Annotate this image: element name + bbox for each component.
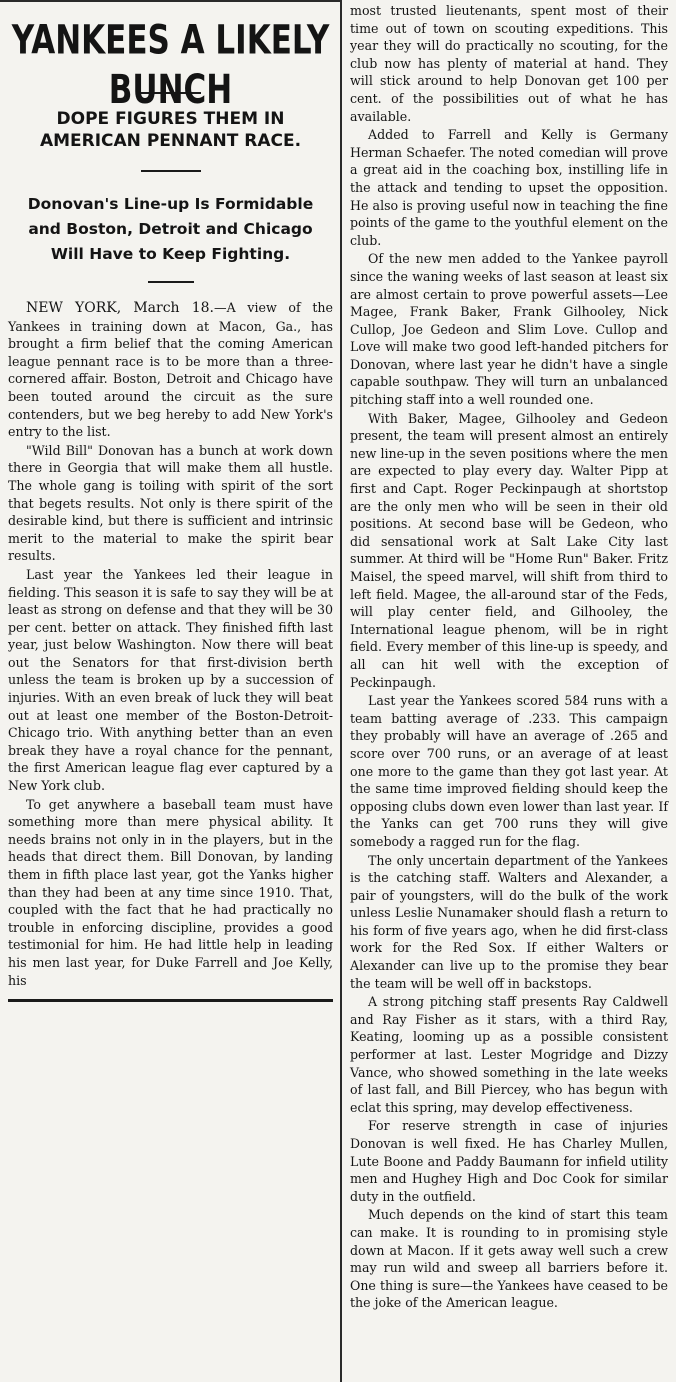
deck-dash-2	[148, 281, 194, 283]
paragraph: "Wild Bill" Donovan has a bunch at work down there in Georgia that will make them all hustle. The whole gang is toiling with spirit of the sort that begets results. Not only is there spirit of the desirable kind, but there is sufficient and intrinsic merit to the material to make the spirit bear results.	[8, 442, 333, 564]
dateline: NEW YORK, March 18.	[26, 300, 214, 316]
left-column	[8, 0, 333, 1002]
paragraph: A strong pitching staff presents Ray Caldwell and Ray Fisher as it stars, with a third Ray, Keating, looming up as a possible consistent performer at last. Lester Mogridge and Dizzy Vance, who showed something in the late weeks of last fall, and Bill Piercey, who has begun with eclat this spring, may develop effectiveness.	[350, 994, 668, 1115]
paragraph	[8, 299, 333, 441]
paragraph: Of the new men added to the Yankee payroll since the waning weeks of last season at least six are almost certain to prove powerful assets—Lee Magee, Frank Baker, Frank Gilhooley, Nick Cullop, Joe Gedeon and Slim Love. Cullop and Love will make two good left-handed pitchers for Donovan, where last year he didn't have a single capable southpaw. They will turn an unbalanced pitching staff into a well rounded one.	[350, 251, 668, 408]
headline: YANKEES A LIKELY BUNCH	[11, 17, 330, 114]
paragraph: For reserve strength in case of injuries Donovan is well fixed. He has Charley Mullen, Lute Boone and Paddy Baumann for infield utility men and Hughey High and Doc Cook for similar duty in the outfield.	[350, 1118, 668, 1204]
end-rule	[8, 999, 333, 1002]
paragraph: To get anywhere a baseball team must have something more than mere physical ability. It needs brains not only in in the players, but in the heads that direct them. Bill Donovan, by landing them in fifth place last year, got the Yanks higher than they had been at any time since 1910. That, coupled with the fact that he had practically no trouble in enforcing discipline, provides a good testimonial for him. He had little help in leading his men last year, for Duke Farrell and Joe Kelly, his	[8, 796, 333, 988]
paragraph: Last year the Yankees led their league in fielding. This season it is safe to say they will be at least as strong on defense and that they will be 30 per cent. better on attack. They finished fifth last year, just below Washington. Now there will beat out the Senators for that first-division berth unless the team is broken up by a succession of injuries. With an even break of luck they will beat out at least one member of the Boston-Detroit-Chicago trio. With anything better than an even break they have a royal chance for the pennant, the first American league flag ever captured by a New York club.	[8, 566, 333, 794]
paragraph-text: —A view of the Yankees in training down at Macon, Ga., has brought a firm belief that the coming American league pennant race is to be more than a three-cornered affair. Boston, Detroit and Chicago have been touted around the circuit as the sure contenders, but we beg hereby to add New York's entry to the list.	[8, 300, 333, 440]
left-body	[8, 299, 333, 989]
deck-dash	[141, 170, 201, 172]
right-column	[350, 0, 668, 1312]
paragraph: most trusted lieutenants, spent most of their time out of town on scouting expeditions. This year they will do practically no scouting, for the club now has plenty of material at hand. They will stick around to help Donovan get 100 per cent. of the possibilities out of what he has available.	[350, 3, 668, 124]
deck-secondary: Donovan's Line-up Is Formidable and Boston, Detroit and Chicago Will Have to Keep Fighting.	[27, 195, 314, 263]
paragraph: The only uncertain department of the Yankees is the catching staff. Walters and Alexander, a pair of youngsters, will do the bulk of the work unless Leslie Nunamaker should flash a return to his form of five years ago, when he did first-class work for the Red Sox. If either Walters or Alexander can live up to the promise they bear the team will be well off in backstops.	[350, 852, 668, 991]
paragraph: Last year the Yankees scored 584 runs with a team batting average of .233. This campaign they probably will have an average of .265 and score over 700 runs, or an average of at least one more to the game than they got last year. At the same time improved fielding should keep the opposing clubs down even lower than last year. If the Yanks can get 700 runs they will give somebody a ragged run for the flag.	[350, 693, 668, 849]
paragraph: Much depends on the kind of start this team can make. It is rounding to in promising style down at Macon. If it gets away well such a crew may run wild and sweep all barriers before it. One thing is sure—the Yankees have ceased to be the joke of the American league.	[350, 1207, 668, 1311]
paragraph: With Baker, Magee, Gilhooley and Gedeon present, the team will present almost an entirely new line-up in the seven positions where the men are expected to play every day. Walter Pipp at first and Capt. Roger Peckinpaugh at shortstop are the only men who will be seen in their old positions. At second base will be Gedeon, who did sensational work at Salt Lake City last summer. At third will be "Home Run" Baker. Fritz Maisel, the speed marvel, will shift from third to left field. Magee, the all-around star of the Feds, will play center field, and Gilhooley, the International league phenom, will be in right field. Every member of this line-up is speedy, and all can hit well with the exception of Peckinpaugh.	[350, 410, 668, 690]
column-divider	[340, 0, 342, 1382]
paragraph: Added to Farrell and Kelly is Germany Herman Schaefer. The noted comedian will prove a great aid in the coaching box, instilling life in the attack and tending to upset the opposition. He also is proving useful now in teaching the fine points of the game to the youthful element on the club.	[350, 127, 668, 248]
deck-primary: DOPE FIGURES THEM IN AMERICAN PENNANT RACE.	[39, 109, 302, 151]
headline-wrapper	[8, 16, 333, 114]
